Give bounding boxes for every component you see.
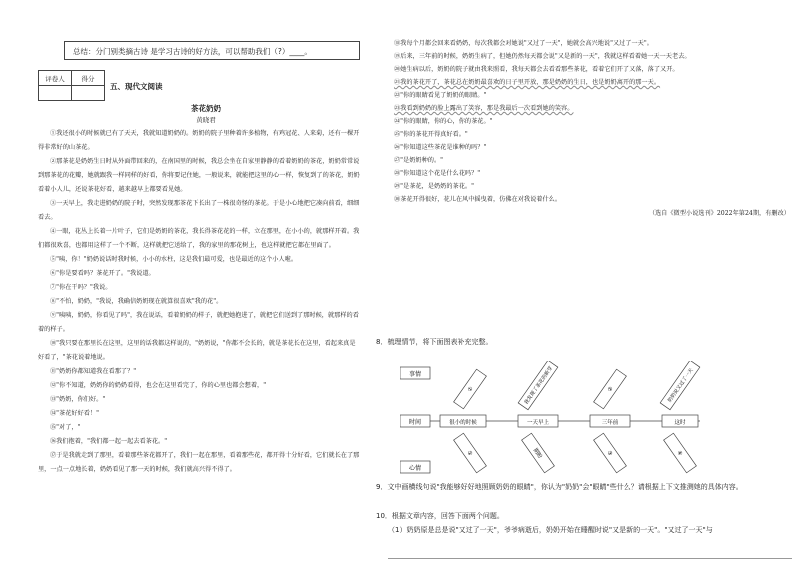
score-table-grader-cell[interactable] [39,86,72,101]
mood-item: ③ [605,449,614,458]
paragraph: ⑩"我只要在那里长在这里，这里的话我都这样说的，"奶奶说，"你都不会长的，就是茶花长在这里，看起来真是好看了，"茶花说着地说。 [38,340,356,361]
paragraph: ③一天早上，我走进奶奶的院子时，突然发现那茶花下长出了一株很奇怪的茶花。于是小心地把它凑向前看，细细看去。 [38,200,360,221]
row-label-event: 事情 [408,371,422,378]
summary-text: 总结：分门别类摘古诗 是学习古诗的好方法，可以帮助我们（?）____。 [73,47,312,56]
paragraph: ⑳她生病以后，奶奶的院子就由我来照看，我每天都会去看看那些茶花，看着它们开了又落，落了又开。 [394,66,679,73]
mood-item: 期盼 [531,447,543,460]
event-box [454,369,487,409]
row-label-time: 时间 [408,419,422,426]
event-item: 我发现了茶花的新芽 [523,365,555,406]
underlined-paragraph: ㉓我看到奶奶的脸上露出了笑容，那是我最后一次看到她的笑容。 [394,105,574,112]
score-table-score-cell[interactable] [72,86,105,101]
paragraph: ㉗"是奶奶种的。" [394,157,444,164]
mood-box [664,433,697,473]
paragraph: ⑬"奶奶，你们好。" [50,396,106,403]
paragraph: ⑥"你是要看吗？茶花开了。"我说道。 [50,270,155,277]
question-10-part-1: （1）奶奶原是总是说"又过了一天"，爷爷病逝后，奶奶开始在睡醒时说"又是新的一天"。"又过了一天"与 [388,526,713,534]
event-item: ① [466,385,475,394]
paragraph: ⑲后来，三年前的时候，奶奶生病了，但她仍然每天都会说"又是新的一天"，我就这样看着她一天一天老去。 [394,53,691,60]
paragraph: ㉕"你的茶花开得真好看。" [394,131,468,138]
mood-box [594,433,627,473]
summary-box [64,41,360,60]
paragraph: ⑪"奶奶你都知道我在看那了？" [50,368,137,375]
underlined-paragraph: ㉑我的茶花开了，茶花总在奶奶最喜欢的日子里开放，那是奶奶的生日，也是奶奶离开的那一天。 [394,79,661,86]
mood-item: ④ [675,449,684,458]
event-item: 奶奶说又过了一天 [666,367,695,404]
paragraph: ㉔"你的眼睛，你的心，你的茶花。" [394,118,493,125]
event-item: ② [606,385,615,394]
article-left-column [38,127,360,477]
paragraph: ⑫"你不知道，奶奶你的奶奶看得，也会在这里看完了，你的心里也都会想着，" [50,382,267,389]
paragraph: ㉖"你知道这些茶花是谁种的吗？" [394,144,487,151]
event-box [518,361,558,410]
timeline-item: 一天早上 [526,420,550,426]
mood-box [454,433,487,473]
section-title: 五、现代文阅读 [110,82,163,91]
mood-box [522,433,555,473]
paragraph: ㉘"你知道这个花是什么花吗？" [394,170,481,177]
answer-line[interactable] [388,540,792,559]
paragraph: ⑧"不怕，奶奶，"我说，我确信奶奶现在就算很喜欢"我的花"。 [50,298,223,305]
question-8: 8．梳理情节，将下面图表补充完整。 [376,338,493,346]
question-9: 9．文中画横线句说"我能够好好地照顾奶奶的眼睛"，你认为"奶奶"会"眼睛"些什么？请根据上下文推测她的具体内容。 [376,483,743,491]
paragraph: ⑰于是我就走到了那里，看着那些茶花都开了，我们一起在那里，看着那些花，都开得十分好看，它们就长在了那里，一点一点地长着，奶奶看见了那一天的时候，我们就高兴得不得了。 [38,452,360,473]
timeline-item: 很小的时候 [449,420,477,426]
paragraph: ①我还很小的时候就已有了天天，我就知道奶奶的。奶奶的院子里种着许多植物，有鸡冠花、人来菊，还有一棵开得非常好的山茶花。 [38,130,360,151]
paragraph: ⑱我每个月都会回来看奶奶，每次我都会对她说"又过了一天"，她就会高兴地说"又过了一天"。 [394,40,653,47]
paragraph: ⑮"对了，" [50,424,81,431]
paragraph: ⑨"咦咦，奶奶，你看见了吗"，我在说话，看着奶奶的样子，就把她抱进了，就把它们送到了那时候，就那样的看着的样子。 [38,312,359,333]
score-table-grader-header: 评卷人 [39,71,72,86]
timeline-item: 这时 [674,420,686,426]
paragraph: ②那茶花是奶奶生日时从外面带回来的，在南国里的时候，我总会坐在自家里静静的看着奶奶的茶花，奶奶常常说到那茶花的花瓣，她就跟我一样同样的好看，你将要记住她，一般说来，就能把这里的心一样，恢复到了的茶花，奶奶看着小人儿，还说茶花好看，越来越早上都要看见她。 [38,158,360,193]
timeline-item: 三年前 [601,420,619,426]
score-table-score-header: 得分 [72,71,105,86]
article-author: 黄晓君 [196,116,216,124]
row-label-mood: 心情 [408,465,422,472]
paragraph: ㉒"你的眼睛看见了奶奶的眼睛。" [394,92,487,99]
paragraph: ⑤"咦，你！"奶奶说话时我时候，小小的水柱，这是我们最可爱，也是最近的这个小人啦。 [50,256,298,263]
article-source: （选自《微型小说选刊》2022年第24期，有删改） [648,210,790,217]
paragraph: ⑦"你在干吗？"我说。 [50,284,112,291]
paragraph: ㉙"是茶花，是奶奶的茶花。" [394,183,474,190]
event-box [594,369,627,409]
article-right-column [382,37,790,220]
event-box [660,361,700,410]
paragraph: ④一眼，花丛上长着一片叶子，它们是奶奶的茶花，我长得茶花花的一样，立在那里，在小小的，就那样开着。我们都很欢喜，也都用这样了一个不断，这样就把它送给了，我的家里的那花树上，也这样就把它都在里面了。 [38,228,360,249]
plot-diagram [400,361,740,476]
paragraph: ⑯我们抱着，"我们都一起一起去看茶花。" [50,438,168,445]
paragraph: ㉚茶花开得很好，花儿在风中摇曳着，仿佛在对我说着什么。 [394,196,562,203]
article-title: 茶花奶奶 [191,104,221,113]
mood-item: ② [465,449,474,458]
score-table [38,70,105,101]
question-10: 10．根据文章内容，回答下面两个问题。 [376,512,504,520]
paragraph: ⑭"茶花好好看！" [50,410,100,417]
